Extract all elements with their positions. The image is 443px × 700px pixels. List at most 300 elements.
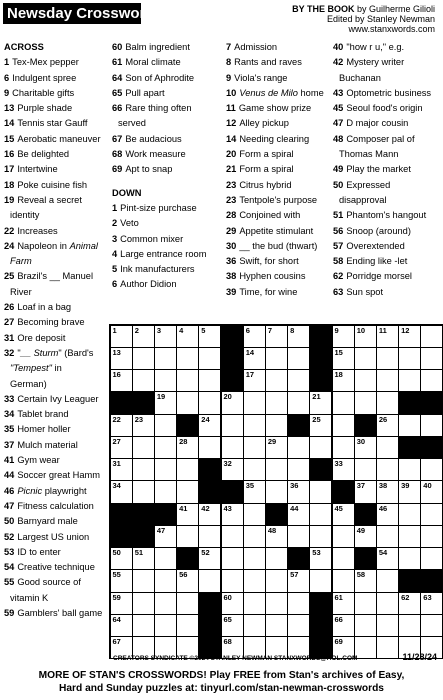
grid-cell[interactable] bbox=[243, 369, 266, 392]
clue-number: 16 bbox=[4, 149, 15, 160]
clue-text: Ore deposit bbox=[17, 332, 66, 343]
grid-cell[interactable] bbox=[398, 547, 421, 570]
clue[interactable] bbox=[333, 162, 431, 177]
clue-number: 21 bbox=[226, 164, 237, 175]
grid-cell[interactable] bbox=[154, 569, 177, 592]
grid-cell[interactable] bbox=[154, 347, 177, 370]
grid-cell[interactable] bbox=[287, 325, 310, 348]
grid-cell[interactable] bbox=[265, 391, 288, 414]
clue[interactable] bbox=[333, 239, 431, 254]
clue[interactable] bbox=[333, 254, 431, 269]
clue-number: 19 bbox=[4, 194, 15, 205]
clue-text-italic: "Tempest" bbox=[10, 363, 52, 374]
grid-cell[interactable] bbox=[110, 436, 133, 459]
grid-cell[interactable] bbox=[176, 614, 199, 637]
grid-cell[interactable] bbox=[354, 569, 377, 592]
grid-cell[interactable] bbox=[198, 369, 221, 392]
grid-cell[interactable] bbox=[198, 325, 221, 348]
grid-cell[interactable] bbox=[420, 414, 443, 437]
clue[interactable] bbox=[226, 239, 324, 254]
grid-cell[interactable] bbox=[132, 436, 155, 459]
grid-cell[interactable] bbox=[154, 592, 177, 615]
clue-number: 10 bbox=[226, 87, 237, 98]
clue[interactable] bbox=[226, 178, 324, 193]
clue[interactable] bbox=[112, 132, 206, 147]
clue[interactable] bbox=[226, 224, 324, 239]
clue-continuation bbox=[333, 147, 431, 162]
clue[interactable] bbox=[4, 269, 102, 284]
grid-cell[interactable] bbox=[198, 547, 221, 570]
black-square bbox=[198, 592, 221, 615]
grid-cell[interactable] bbox=[309, 503, 332, 526]
grid-cell[interactable] bbox=[110, 480, 133, 503]
grid-cell[interactable] bbox=[376, 614, 399, 637]
grid-cell[interactable] bbox=[132, 369, 155, 392]
grid-cell[interactable] bbox=[198, 436, 221, 459]
grid-cell[interactable] bbox=[398, 525, 421, 548]
clue[interactable] bbox=[333, 101, 431, 116]
clue-text: " (Bard's bbox=[58, 347, 94, 358]
clue[interactable] bbox=[4, 606, 102, 621]
grid-cell[interactable] bbox=[398, 614, 421, 637]
grid-cell[interactable] bbox=[287, 569, 310, 592]
grid-cell[interactable] bbox=[265, 436, 288, 459]
grid-cell[interactable] bbox=[265, 525, 288, 548]
clue[interactable] bbox=[112, 232, 206, 247]
grid-cell[interactable] bbox=[132, 569, 155, 592]
grid-cell[interactable] bbox=[265, 592, 288, 615]
clue-text: Veto bbox=[120, 218, 139, 229]
grid-cell[interactable] bbox=[265, 347, 288, 370]
grid-cell[interactable] bbox=[332, 369, 355, 392]
grid-cell[interactable] bbox=[354, 525, 377, 548]
clue[interactable] bbox=[112, 262, 206, 277]
grid-cell[interactable] bbox=[287, 347, 310, 370]
grid-cell[interactable] bbox=[198, 503, 221, 526]
grid-cell[interactable] bbox=[154, 325, 177, 348]
grid-cell[interactable] bbox=[243, 592, 266, 615]
grid-cell[interactable] bbox=[398, 369, 421, 392]
clue-continuation bbox=[112, 116, 206, 131]
grid-cell[interactable] bbox=[221, 436, 244, 459]
grid-cell[interactable] bbox=[132, 414, 155, 437]
clue[interactable] bbox=[112, 101, 206, 116]
grid-cell[interactable] bbox=[376, 369, 399, 392]
grid-cell[interactable] bbox=[376, 391, 399, 414]
clue[interactable] bbox=[4, 346, 102, 361]
grid-cell[interactable] bbox=[110, 592, 133, 615]
cell-number: 65 bbox=[223, 614, 232, 624]
clue[interactable] bbox=[226, 40, 324, 55]
clue-number: 43 bbox=[333, 87, 344, 98]
grid-cell[interactable] bbox=[243, 480, 266, 503]
grid-cell[interactable] bbox=[176, 347, 199, 370]
clue[interactable] bbox=[226, 55, 324, 70]
grid-cell[interactable] bbox=[287, 369, 310, 392]
clue-number: 13 bbox=[4, 103, 15, 114]
clue[interactable] bbox=[226, 147, 324, 162]
grid-cell[interactable] bbox=[110, 369, 133, 392]
clue[interactable] bbox=[4, 132, 102, 147]
clue[interactable] bbox=[333, 208, 431, 223]
grid-cell[interactable] bbox=[332, 325, 355, 348]
clue[interactable] bbox=[226, 162, 324, 177]
clue-number: 66 bbox=[112, 103, 123, 114]
clue[interactable] bbox=[4, 331, 102, 346]
grid-cell[interactable] bbox=[354, 391, 377, 414]
grid-cell[interactable] bbox=[354, 614, 377, 637]
clue[interactable] bbox=[4, 101, 102, 116]
grid-cell[interactable] bbox=[332, 547, 355, 570]
grid-cell[interactable] bbox=[132, 347, 155, 370]
grid-cell[interactable] bbox=[243, 347, 266, 370]
grid-cell[interactable] bbox=[332, 569, 355, 592]
grid-cell[interactable] bbox=[420, 458, 443, 481]
grid-cell[interactable] bbox=[354, 480, 377, 503]
grid-cell[interactable] bbox=[221, 458, 244, 481]
grid-cell[interactable] bbox=[376, 525, 399, 548]
grid-cell[interactable] bbox=[243, 436, 266, 459]
grid-cell[interactable] bbox=[309, 436, 332, 459]
grid-cell[interactable] bbox=[332, 436, 355, 459]
grid-cell[interactable] bbox=[221, 547, 244, 570]
clue[interactable] bbox=[4, 468, 102, 483]
grid-cell[interactable] bbox=[265, 480, 288, 503]
grid-cell[interactable] bbox=[176, 569, 199, 592]
grid-cell[interactable] bbox=[154, 525, 177, 548]
clue[interactable] bbox=[333, 132, 431, 147]
clue[interactable] bbox=[226, 132, 324, 147]
clue[interactable] bbox=[333, 55, 431, 70]
clue[interactable] bbox=[226, 254, 324, 269]
grid-cell[interactable] bbox=[398, 458, 421, 481]
clue[interactable] bbox=[112, 71, 206, 86]
grid-cell[interactable] bbox=[354, 325, 377, 348]
grid-cell[interactable] bbox=[154, 436, 177, 459]
grid-cell[interactable] bbox=[287, 592, 310, 615]
grid-cell[interactable] bbox=[110, 458, 133, 481]
clue[interactable] bbox=[112, 247, 206, 262]
clue-text: Fitness calculation bbox=[17, 500, 94, 511]
grid-cell[interactable] bbox=[265, 547, 288, 570]
clue-continuation bbox=[4, 591, 102, 606]
clue-text: served bbox=[118, 118, 146, 129]
grid-cell[interactable] bbox=[154, 458, 177, 481]
clue[interactable] bbox=[4, 116, 102, 131]
grid-cell[interactable] bbox=[154, 369, 177, 392]
grid-cell[interactable] bbox=[176, 458, 199, 481]
grid-cell[interactable] bbox=[376, 569, 399, 592]
grid-cell[interactable] bbox=[287, 480, 310, 503]
grid-cell[interactable] bbox=[309, 391, 332, 414]
grid-cell[interactable] bbox=[287, 458, 310, 481]
clue[interactable] bbox=[112, 40, 206, 55]
grid-cell[interactable] bbox=[398, 414, 421, 437]
clue[interactable] bbox=[226, 116, 324, 131]
grid-cell[interactable] bbox=[354, 436, 377, 459]
clue[interactable] bbox=[226, 86, 324, 101]
grid-cell[interactable] bbox=[198, 569, 221, 592]
clue[interactable] bbox=[333, 224, 431, 239]
grid-cell[interactable] bbox=[354, 458, 377, 481]
grid-cell[interactable] bbox=[420, 547, 443, 570]
grid-cell[interactable] bbox=[176, 525, 199, 548]
grid-cell[interactable] bbox=[265, 414, 288, 437]
grid-cell[interactable] bbox=[332, 525, 355, 548]
grid-cell[interactable] bbox=[132, 547, 155, 570]
clue[interactable] bbox=[4, 178, 102, 193]
clue[interactable] bbox=[4, 422, 102, 437]
grid-cell[interactable] bbox=[243, 458, 266, 481]
grid-cell[interactable] bbox=[132, 325, 155, 348]
grid-cell[interactable] bbox=[265, 614, 288, 637]
grid-cell[interactable] bbox=[287, 503, 310, 526]
down-clues-col4 bbox=[333, 40, 431, 300]
grid-cell[interactable] bbox=[376, 503, 399, 526]
clue[interactable] bbox=[4, 193, 102, 208]
clue[interactable] bbox=[4, 407, 102, 422]
grid-cell[interactable] bbox=[376, 636, 399, 659]
clue[interactable] bbox=[112, 201, 206, 216]
black-square bbox=[420, 436, 443, 459]
grid-cell[interactable] bbox=[398, 592, 421, 615]
grid-cell[interactable] bbox=[332, 347, 355, 370]
grid-cell[interactable] bbox=[354, 347, 377, 370]
grid-cell[interactable] bbox=[221, 592, 244, 615]
grid-cell[interactable] bbox=[154, 391, 177, 414]
grid-cell[interactable] bbox=[354, 369, 377, 392]
grid-cell[interactable] bbox=[243, 547, 266, 570]
grid-cell[interactable] bbox=[265, 369, 288, 392]
grid-cell[interactable] bbox=[420, 369, 443, 392]
cell-number: 22 bbox=[112, 414, 121, 424]
clue-text: Son of Aphrodite bbox=[125, 72, 195, 83]
clue[interactable] bbox=[333, 178, 431, 193]
cell-number: 18 bbox=[334, 370, 343, 380]
cell-number: 11 bbox=[378, 325, 387, 335]
cell-number: 31 bbox=[112, 459, 121, 469]
clue-text: Be delighted bbox=[17, 149, 70, 160]
cell-number: 55 bbox=[112, 570, 121, 580]
grid-cell[interactable] bbox=[154, 480, 177, 503]
clue[interactable] bbox=[4, 499, 102, 514]
grid-cell[interactable] bbox=[221, 391, 244, 414]
grid-cell[interactable] bbox=[198, 414, 221, 437]
clue[interactable] bbox=[4, 514, 102, 529]
grid-cell[interactable] bbox=[287, 614, 310, 637]
grid-cell[interactable] bbox=[287, 525, 310, 548]
clue[interactable] bbox=[4, 300, 102, 315]
grid-cell[interactable] bbox=[420, 480, 443, 503]
clue[interactable] bbox=[112, 162, 206, 177]
clue[interactable] bbox=[4, 530, 102, 545]
grid-cell[interactable] bbox=[221, 525, 244, 548]
clue[interactable] bbox=[4, 55, 102, 70]
grid-cell[interactable] bbox=[110, 347, 133, 370]
grid-cell[interactable] bbox=[376, 414, 399, 437]
grid-cell[interactable] bbox=[332, 614, 355, 637]
grid-cell[interactable] bbox=[198, 347, 221, 370]
grid-cell[interactable] bbox=[309, 547, 332, 570]
grid-cell[interactable] bbox=[265, 458, 288, 481]
down-clues-col3 bbox=[226, 40, 324, 300]
clue[interactable] bbox=[4, 438, 102, 453]
grid-cell[interactable] bbox=[132, 458, 155, 481]
clue[interactable] bbox=[4, 224, 102, 239]
clue[interactable] bbox=[4, 575, 102, 590]
grid-cell[interactable] bbox=[243, 391, 266, 414]
grid-cell[interactable] bbox=[221, 614, 244, 637]
clue[interactable] bbox=[4, 71, 102, 86]
grid-cell[interactable] bbox=[376, 458, 399, 481]
grid-cell[interactable] bbox=[420, 347, 443, 370]
clue[interactable] bbox=[226, 285, 324, 300]
clue[interactable] bbox=[4, 315, 102, 330]
crossword-grid[interactable] bbox=[109, 324, 443, 659]
grid-cell[interactable] bbox=[198, 525, 221, 548]
cell-number: 57 bbox=[290, 570, 299, 580]
grid-cell[interactable] bbox=[420, 325, 443, 348]
grid-cell[interactable] bbox=[332, 592, 355, 615]
grid-cell[interactable] bbox=[287, 436, 310, 459]
grid-cell[interactable] bbox=[176, 503, 199, 526]
cell-number: 62 bbox=[401, 592, 410, 602]
clue[interactable] bbox=[4, 453, 102, 468]
clue[interactable] bbox=[226, 193, 324, 208]
cell-number: 44 bbox=[290, 503, 299, 513]
clue[interactable] bbox=[333, 269, 431, 284]
grid-cell[interactable] bbox=[376, 347, 399, 370]
clue[interactable] bbox=[333, 285, 431, 300]
grid-cell[interactable] bbox=[398, 347, 421, 370]
clue[interactable] bbox=[333, 86, 431, 101]
grid-cell[interactable] bbox=[110, 325, 133, 348]
grid-cell[interactable] bbox=[265, 325, 288, 348]
grid-cell[interactable] bbox=[309, 525, 332, 548]
down-heading: DOWN bbox=[112, 187, 142, 198]
grid-cell[interactable] bbox=[354, 592, 377, 615]
clue-text: Appetite stimulant bbox=[239, 225, 314, 236]
clue[interactable] bbox=[4, 484, 102, 499]
grid-cell[interactable] bbox=[243, 325, 266, 348]
grid-cell[interactable] bbox=[110, 547, 133, 570]
clue[interactable] bbox=[226, 269, 324, 284]
grid-cell[interactable] bbox=[243, 525, 266, 548]
clue[interactable] bbox=[112, 147, 206, 162]
grid-cell[interactable] bbox=[376, 325, 399, 348]
grid-cell[interactable] bbox=[332, 503, 355, 526]
grid-cell[interactable] bbox=[332, 391, 355, 414]
grid-cell[interactable] bbox=[243, 569, 266, 592]
clue[interactable] bbox=[4, 86, 102, 101]
clue[interactable] bbox=[112, 86, 206, 101]
black-square bbox=[354, 547, 377, 570]
grid-cell[interactable] bbox=[176, 436, 199, 459]
clue[interactable] bbox=[112, 277, 206, 292]
grid-cell[interactable] bbox=[420, 503, 443, 526]
grid-cell[interactable] bbox=[309, 414, 332, 437]
grid-cell[interactable] bbox=[110, 569, 133, 592]
grid-cell[interactable] bbox=[132, 592, 155, 615]
grid-cell[interactable] bbox=[332, 414, 355, 437]
grid-cell[interactable] bbox=[154, 614, 177, 637]
clue[interactable] bbox=[333, 40, 431, 55]
grid-cell[interactable] bbox=[243, 503, 266, 526]
grid-cell[interactable] bbox=[176, 325, 199, 348]
clue[interactable] bbox=[226, 101, 324, 116]
grid-cell[interactable] bbox=[243, 414, 266, 437]
clue-text: Mulch material bbox=[17, 439, 78, 450]
clue[interactable] bbox=[4, 560, 102, 575]
clue-text: Snoop (around) bbox=[346, 225, 411, 236]
grid-cell[interactable] bbox=[398, 503, 421, 526]
clue[interactable] bbox=[226, 208, 324, 223]
grid-cell[interactable] bbox=[176, 369, 199, 392]
grid-cell[interactable] bbox=[332, 458, 355, 481]
cell-number: 68 bbox=[223, 637, 232, 647]
grid-cell[interactable] bbox=[221, 414, 244, 437]
cell-number: 46 bbox=[378, 503, 388, 513]
clue-text: Soccer great Hamm bbox=[17, 470, 101, 481]
grid-cell[interactable] bbox=[132, 480, 155, 503]
grid-cell[interactable] bbox=[176, 391, 199, 414]
grid-cell[interactable] bbox=[420, 614, 443, 637]
cell-number: 19 bbox=[156, 392, 166, 402]
grid-cell[interactable] bbox=[154, 547, 177, 570]
grid-cell[interactable] bbox=[376, 547, 399, 570]
grid-cell[interactable] bbox=[287, 391, 310, 414]
grid-cell[interactable] bbox=[154, 414, 177, 437]
grid-cell[interactable] bbox=[132, 614, 155, 637]
grid-cell[interactable] bbox=[420, 592, 443, 615]
grid-cell[interactable] bbox=[309, 480, 332, 503]
grid-cell[interactable] bbox=[110, 614, 133, 637]
clue-text: home bbox=[297, 87, 324, 98]
grid-cell[interactable] bbox=[398, 480, 421, 503]
grid-cell[interactable] bbox=[221, 569, 244, 592]
grid-cell[interactable] bbox=[198, 391, 221, 414]
grid-cell[interactable] bbox=[176, 480, 199, 503]
clue-number: 40 bbox=[333, 42, 344, 52]
cell-number: 14 bbox=[245, 347, 255, 357]
clue[interactable] bbox=[333, 116, 431, 131]
cell-number: 67 bbox=[112, 637, 121, 647]
grid-cell[interactable] bbox=[243, 614, 266, 637]
grid-cell[interactable] bbox=[376, 480, 399, 503]
clue[interactable] bbox=[4, 162, 102, 177]
clue[interactable] bbox=[112, 216, 206, 231]
grid-cell[interactable] bbox=[398, 325, 421, 348]
grid-cell[interactable] bbox=[309, 569, 332, 592]
grid-cell[interactable] bbox=[176, 592, 199, 615]
clue[interactable] bbox=[4, 147, 102, 162]
grid-cell[interactable] bbox=[420, 525, 443, 548]
grid-cell[interactable] bbox=[376, 436, 399, 459]
clue[interactable] bbox=[4, 545, 102, 560]
clue[interactable] bbox=[112, 55, 206, 70]
clue[interactable] bbox=[226, 71, 324, 86]
cell-number: 24 bbox=[201, 414, 210, 424]
grid-cell[interactable] bbox=[376, 592, 399, 615]
clue[interactable] bbox=[4, 392, 102, 407]
grid-cell[interactable] bbox=[110, 414, 133, 437]
cell-number: 38 bbox=[378, 481, 388, 491]
clue[interactable] bbox=[4, 239, 102, 254]
cell-number: 12 bbox=[401, 325, 410, 335]
clue-number: 14 bbox=[226, 133, 237, 144]
grid-cell[interactable] bbox=[221, 503, 244, 526]
grid-cell[interactable] bbox=[265, 569, 288, 592]
